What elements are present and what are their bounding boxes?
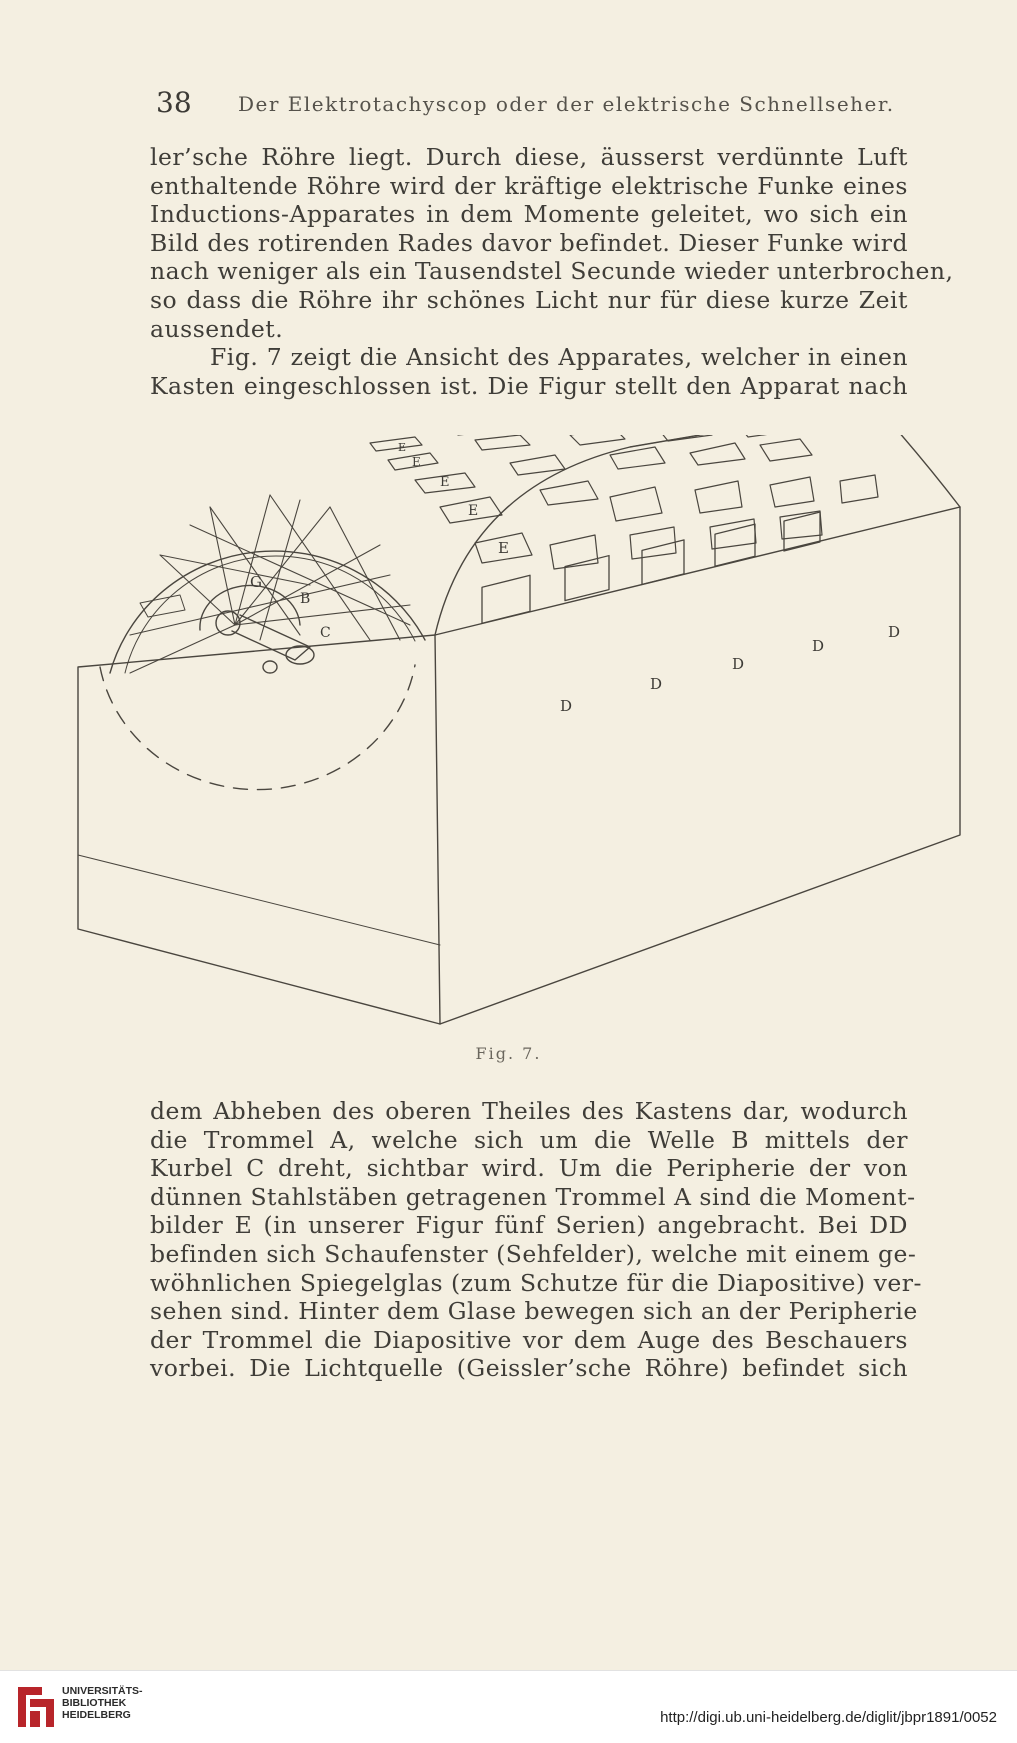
label-e-5: E <box>498 539 509 557</box>
text-line: Kurbel C dreht, sichtbar wird. Um die Peripherie der von <box>150 1154 908 1183</box>
hidden-drum-outline <box>100 665 415 790</box>
label-d-1: D <box>560 697 573 715</box>
label-d-3: D <box>732 655 745 673</box>
page-number: 38 <box>156 86 192 119</box>
text-line: enthaltende Röhre wird der kräftige elektrische Funke eines <box>150 171 908 200</box>
viewing-windows-d <box>482 512 820 623</box>
paragraph-top <box>150 143 954 400</box>
text-line: dem Abheben des oberen Theiles des Kastens dar, wodurch <box>150 1097 908 1125</box>
label-d-5: D <box>888 623 901 641</box>
library-name <box>62 1685 143 1721</box>
library-line: BIBLIOTHEK <box>62 1697 127 1709</box>
text-line: vorbei. Die Lichtquelle (Geissler’sche Röhre) befindet sich <box>150 1354 908 1383</box>
running-head <box>150 86 895 126</box>
crank-c <box>232 615 310 660</box>
text-line: nach weniger als ein Tausendstel Secunde wieder unterbrochen, <box>150 257 954 286</box>
paragraph-bottom <box>150 1097 922 1383</box>
figure-7-apparatus-illustration <box>70 435 970 1035</box>
text-line: so dass die Röhre ihr schönes Licht nur für diese kurze Zeit <box>150 285 908 314</box>
source-url-link[interactable]: http://digi.ub.uni-heidelberg.de/diglit/jbpr1891/0052 <box>660 1709 997 1726</box>
text-line: Bild des rotirenden Rades davor befindet. Dieser Funke wird <box>150 228 908 257</box>
box-side-face <box>435 507 960 1024</box>
text-line: befinden sich Schaufenster (Sehfelder), welche mit einem ge- <box>150 1239 917 1268</box>
text-line: bilder E (in unserer Figur fünf Serien) angebracht. Bei DD <box>150 1211 908 1240</box>
library-line: HEIDELBERG <box>62 1709 131 1721</box>
text-line: der Trommel die Diapositive vor dem Auge des Beschauers <box>150 1325 908 1354</box>
label-d-4: D <box>812 637 825 655</box>
label-e-1: E <box>398 441 407 454</box>
text-line: wöhnlichen Spiegelglas (zum Schutze für die Diapositive) ver- <box>150 1268 922 1297</box>
text-line: Inductions-Apparates in dem Momente geleitet, wo sich ein <box>150 200 908 229</box>
figure-caption: Fig. 7. <box>475 1044 542 1063</box>
label-e-4: E <box>468 503 479 519</box>
text-line: sehen sind. Hinter dem Glase bewegen sich an der Peripherie <box>150 1297 918 1326</box>
label-c: C <box>320 625 331 641</box>
text-line: aussendet. <box>150 314 284 343</box>
label-e-3: E <box>440 475 450 490</box>
text-line: Fig. 7 zeigt die Ansicht des Apparates, welcher in einen <box>210 343 908 372</box>
apparatus-drawing <box>70 435 970 1035</box>
text-line: dünnen Stahlstäben getragenen Trommel A sind die Moment- <box>150 1182 916 1211</box>
box-front-face <box>78 635 440 1024</box>
library-logo-icon <box>12 1681 60 1733</box>
label-e-2: E <box>412 455 421 469</box>
library-footer <box>0 1670 1017 1743</box>
text-line: Kasten eingeschlossen ist. Die Figur stellt den Apparat nach <box>150 371 908 400</box>
label-g: G <box>250 573 262 591</box>
running-title: Der Elektrotachyscop oder der elektrische Schnellseher. <box>238 92 895 116</box>
library-line: UNIVERSITÄTS- <box>62 1685 143 1697</box>
label-d-2: D <box>650 675 663 693</box>
label-b: B <box>300 591 311 607</box>
picture-slots-e <box>370 435 878 569</box>
text-line: die Trommel A, welche sich um die Welle B mittels der <box>150 1125 908 1154</box>
text-line: ler’sche Röhre liegt. Durch diese, äusserst verdünnte Luft <box>150 143 908 171</box>
